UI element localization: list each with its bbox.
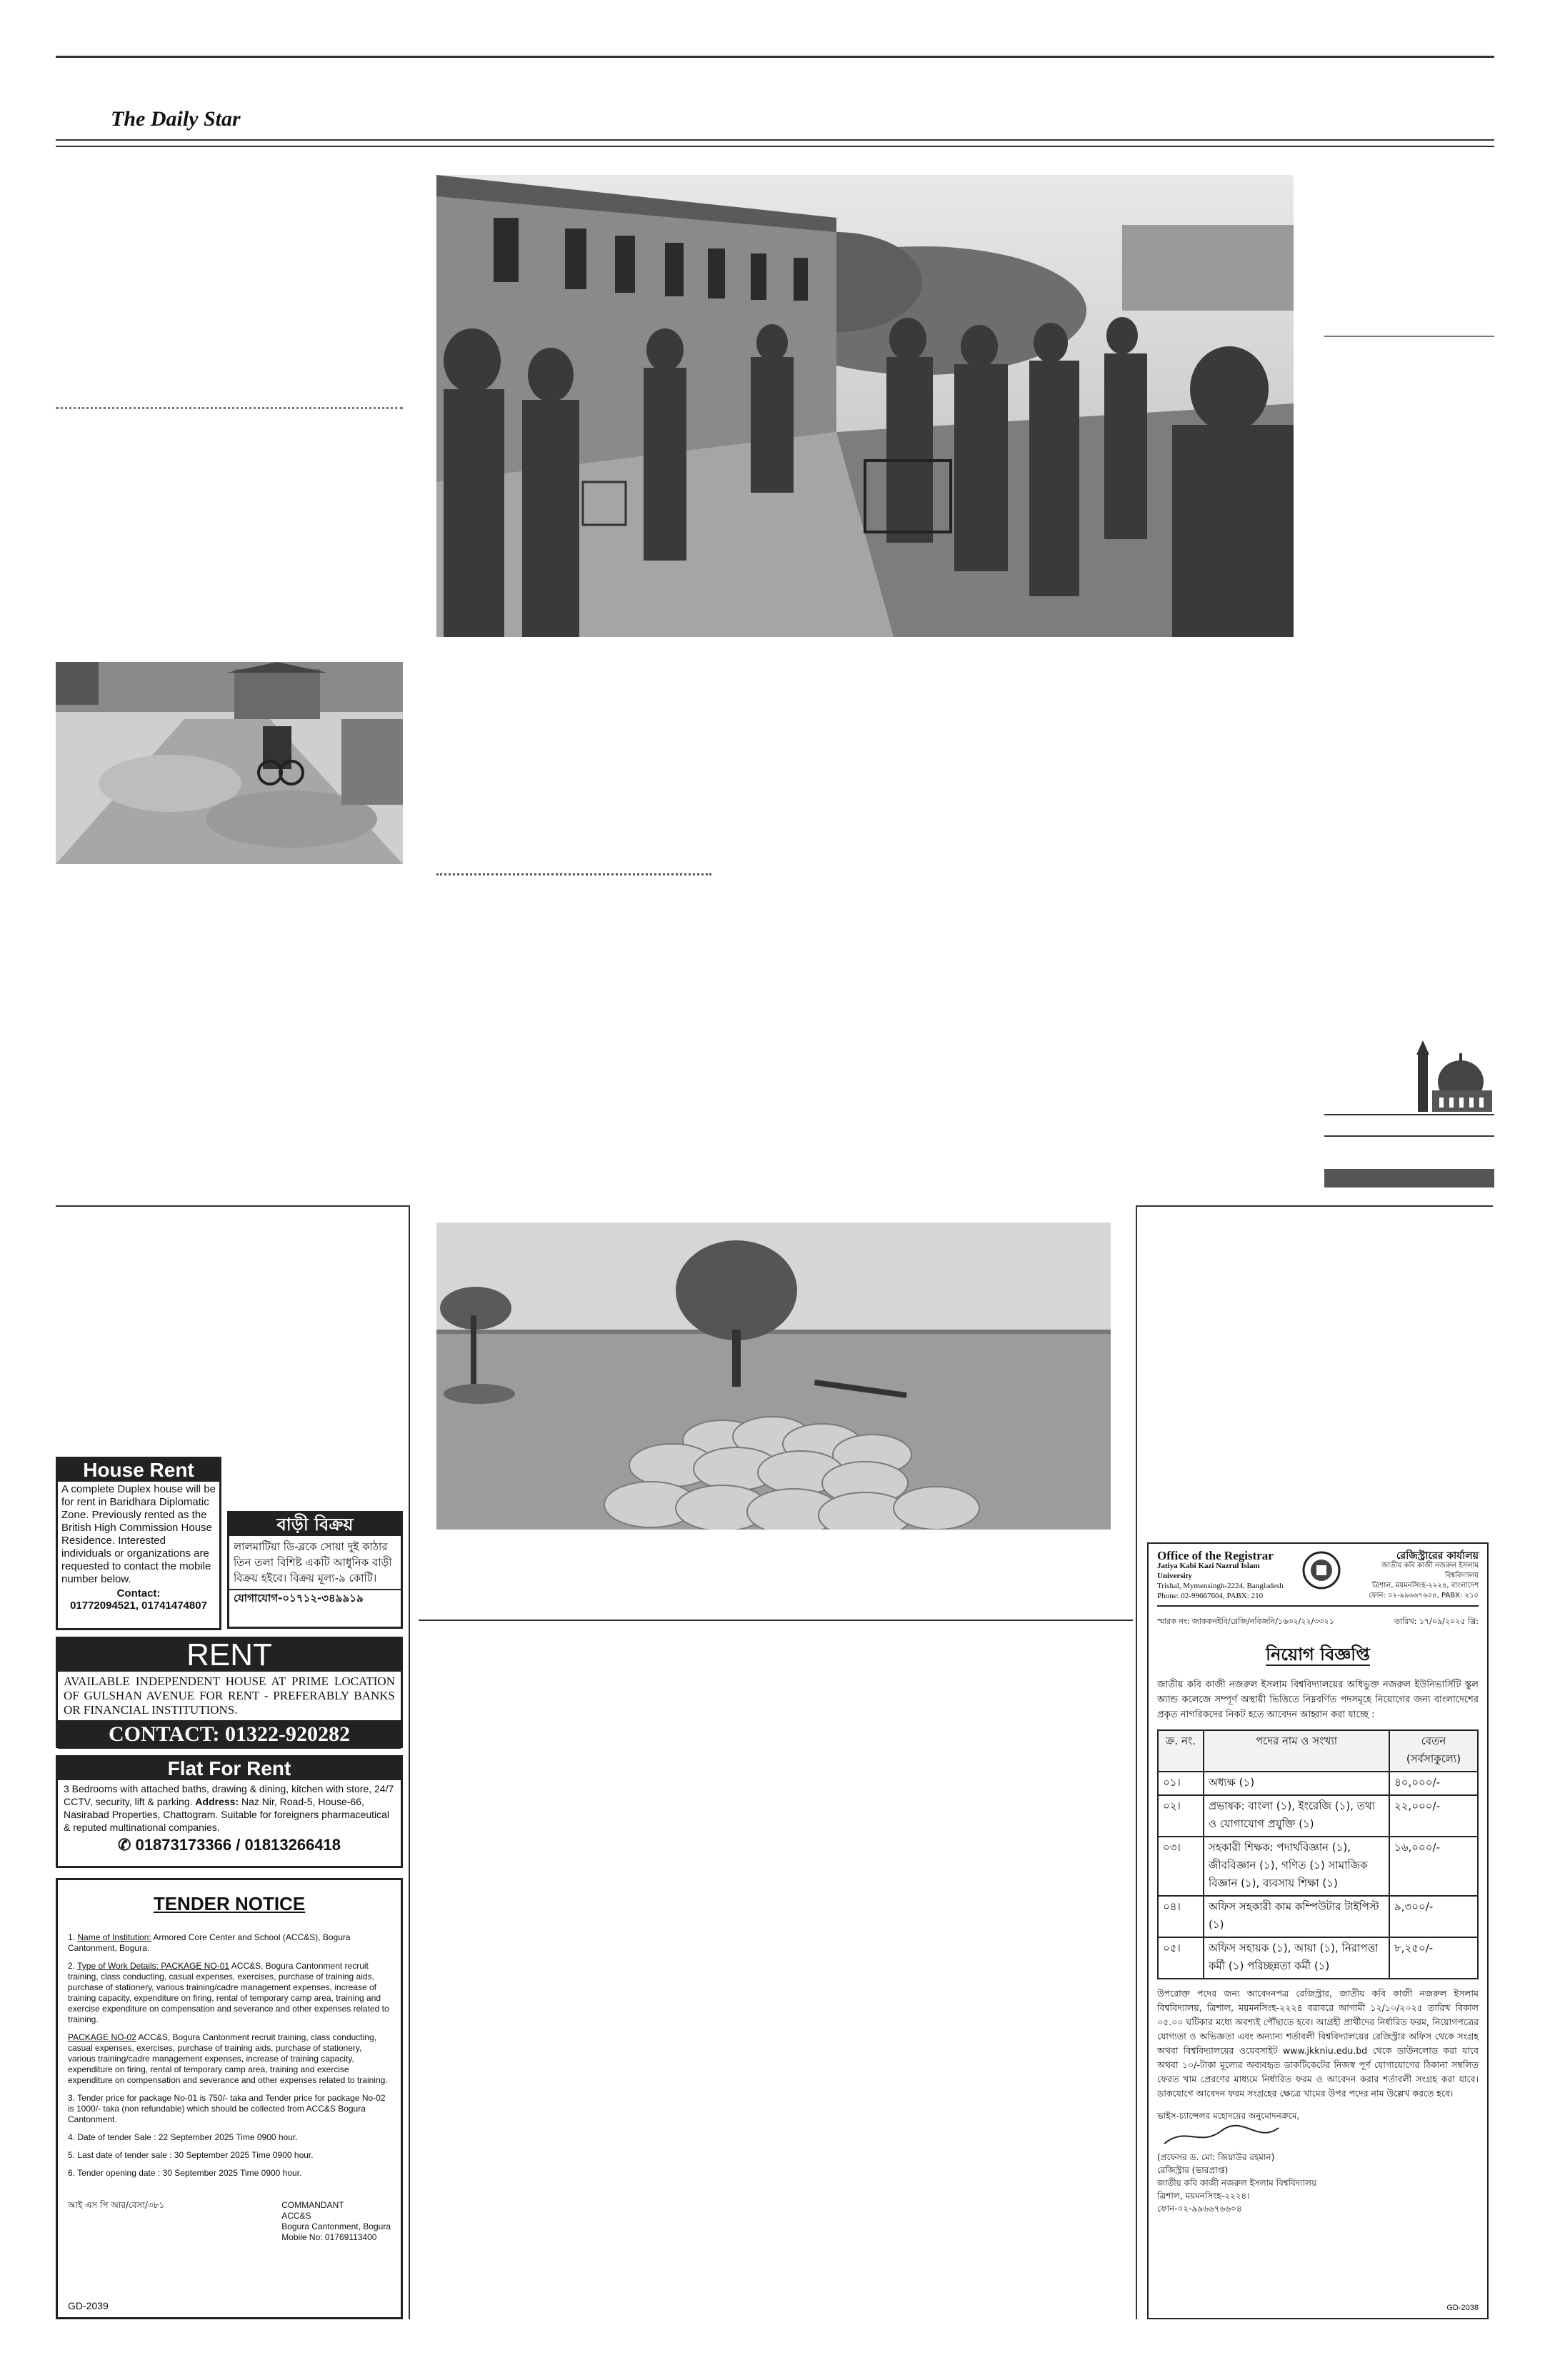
row-no: ০১। [1158,1772,1204,1795]
table-row [1158,1896,1478,1937]
registrar-gd-code: GD-2038 [1446,2304,1479,2312]
tender-item-label: Type of Work Details: PACKAGE NO-01 [77,1961,230,1971]
registrar-univ-bn: জাতীয় কবি কাজী নজরুল ইসলাম বিশ্ববিদ্যালয় [1381,1562,1479,1580]
row-pay: ৯,৩০০/- [1389,1896,1478,1937]
row-no: ০৫। [1158,1937,1204,1979]
masthead-rule-1 [56,139,1494,141]
registrar-office-bn: রেজিস্ট্রারের কার্যালয় [1396,1550,1479,1562]
gulshan-rent-contact: CONTACT: 01322-920282 [58,1720,401,1749]
tender-title: TENDER NOTICE [153,1893,306,1914]
row-no: ০৩। [1158,1837,1204,1896]
table-row [1158,1937,1478,1979]
row-pay: ৪০,০০০/- [1389,1772,1478,1795]
top-rule [56,56,1494,58]
tender-item-num: 2. [68,1961,76,1971]
row-post: অফিস সহায়ক (১), আয়া (১), নিরাপত্তা কর্মী (১) পরিচ্ছন্নতা কর্মী (১) [1204,1937,1389,1979]
right-gray-bar [1324,1169,1494,1188]
right-column-rule [1324,336,1494,337]
row-pay: ১৬,০০০/- [1389,1837,1478,1896]
left-column-rule [56,407,403,409]
row-pay: ২২,০০০/- [1389,1795,1478,1837]
row-post: অফিস সহকারী কাম কম্পিউটার টাইপিস্ট (১) [1204,1896,1389,1937]
center-lower-rule [419,1620,1133,1621]
table-row [1158,1795,1478,1837]
right-rule-3 [1324,1135,1494,1137]
tender-gd-code: GD-2039 [68,2300,109,2311]
tender-item-num: 3. [68,2093,76,2103]
tender-item-text: Armored Core Center and School (ACC&S), Bogura Cantonment, Bogura. [68,1932,351,1953]
row-no: ০২। [1158,1795,1204,1837]
notice-title: নিয়োগ বিজ্ঞপ্তি [1266,1645,1370,1665]
tender-item-text: ACC&S, Bogura Cantonment recruit training, class conducting, casual expenses, exercises, purchase of training aids, purchase of stationery, various training/cadre management expenses, increase of training capacity, expenditure on firing, rental of temporary camp area, training and exercise expenditure on compensation and severance and other expenses related to training. [68,2032,388,2085]
table-row [1158,1837,1478,1896]
tender-item-text: Date of tender Sale : 22 September 2025 Time 0900 hour. [77,2132,298,2142]
tender-isp-code: আই এস পি আর/বেসা/৩৮১ [68,2200,165,2210]
masthead: The Daily Star [111,107,241,131]
row-pay: ৮,২৫০/- [1389,1937,1478,1979]
flat-rent-body: 3 Bedrooms with attached baths, drawing & dining, kitchen with store, 24/7 CCTV, security, lift & parking. [64,1783,394,1807]
house-rent-ad [56,1457,221,1630]
sign-line: জাতীয় কবি কাজী নজরুল ইসলাম বিশ্ববিদ্যালয় [1157,2178,1316,2188]
registrar-signature [1157,2151,1479,2215]
jobs-header-pay: বেতন (সর্বসাকুল্যে) [1389,1730,1478,1772]
tender-item-num: 6. [68,2168,76,2178]
tender-item-num: 5. [68,2150,76,2160]
table-row [1158,1772,1478,1795]
memo-number: স্মারক নং: জাককনইবি/রেজি/নবিজনি/১৬৩২/২২/৩৩২১ [1157,1617,1334,1626]
sign-line: (প্রফেসর ড. মো: জিয়াউর রহমান) [1157,2152,1275,2162]
tender-item-text: ACC&S, Bogura Cantonment recruit training, class conducting, casual expenses, exercises, purchase of training aids, purchase of stationery, various training/cadre management expenses, increase of training capacity, expenditure on firing, rental of temporary camp area, training and exercise expenditure on compensation and severance and other expenses related to training. [68,1961,389,2024]
gulshan-rent-body: AVAILABLE INDEPENDENT HOUSE AT PRIME LOCATION OF GULSHAN AVENUE FOR RENT - PREFERABLY BANKS OR FINANCIAL INSTITUTIONS. [64,1674,395,1717]
house-rent-contact-label: Contact: [116,1587,161,1600]
flat-rent-title: Flat For Rent [58,1757,401,1780]
phone-icon: ✆ [117,1836,131,1854]
gulshan-rent-title: RENT [58,1639,401,1672]
tender-sign-line: Bogura Cantonment, Bogura [281,2221,391,2231]
flat-rent-ad [56,1755,403,1868]
flat-rent-address: Naz Nir, Road-5, House-66, Nasirabad Properties, Chattogram. Suitable for foreigners pharmaceutical & reputed multinational companies. [64,1796,390,1833]
tender-signature [281,2200,391,2243]
memo-date: তারিখ: ১৭/০৯/২০২৫ খ্রি: [1394,1617,1479,1626]
tender-sign-line: COMMANDANT [281,2200,344,2210]
handwritten-signature [1157,2122,1479,2151]
university-seal-icon [1302,1551,1341,1590]
flood-sandbags-photo [436,1222,1111,1530]
jobs-header-no: ক্র. নং. [1158,1730,1204,1772]
sign-intro: ভাইস-চ্যান্সেলর মহোদয়ের অনুমোদনক্রমে, [1157,2111,1300,2121]
tender-notice-ad [56,1878,403,2319]
tender-item-label: PACKAGE NO-02 [68,2032,136,2042]
muddy-road-photo [56,662,403,864]
tender-item-label: Name of Institution: [77,1932,151,1942]
sign-line: ত্রিশাল, ময়মনসিংহ-২২২৪। [1157,2191,1250,2201]
registrar-univ-en: Jatiya Kabi Kazi Nazrul Islam University [1157,1562,1260,1580]
train-market-photo [436,175,1294,637]
house-sale-body: লালমাটিয়া ডি-ব্লকে সোয়া দুই কাঠার তিন তলা বিশিষ্ট একটি আধুনিক বাড়ী বিক্রয় হইবে। বিক্রয় মূল্য-৯ কোটি। [234,1540,392,1585]
house-rent-contact: 01772094521, 01741474807 [70,1600,207,1612]
registrar-addr-en: Trishal, Mymensingh-2224, Bangladesh [1157,1582,1284,1590]
mosque-icon [1411,1039,1495,1118]
tender-item-num: 1. [68,1932,76,1942]
right-rule-2 [1324,1114,1494,1115]
registrar-phone-en: Phone: 02-99667604, PABX: 210 [1157,1592,1264,1600]
tender-item-text: Last date of tender sale : 30 September 2025 Time 0900 hour. [77,2150,314,2160]
registrar-phone-bn: ফোন: ০২-৯৯৬৬৭৬০৪, PABX: ২১০ [1369,1592,1479,1600]
tender-items [68,1932,391,2179]
house-sale-title: বাড়ী বিক্রয় [229,1513,401,1536]
house-sale-ad [227,1511,403,1629]
jobs-header-post: পদের নাম ও সংখ্যা [1204,1730,1389,1772]
tender-item-text: Tender price for package No-01 is 750/- taka and Tender price for package No-02 is 1000/- taka (non refundable) which should be collected from ACC&S Bogura Cantonment. [68,2093,386,2124]
tender-item-text: Tender opening date : 30 September 2025 Time 0900 hour. [77,2168,302,2178]
row-post: অধ্যক্ষ (১) [1204,1772,1389,1795]
house-rent-body: A complete Duplex house will be for rent in Baridhara Diplomatic Zone. Previously rented as the British High Commission House Residence. Interested individuals or organizations are requested to contact the mobile number below. [61,1483,216,1585]
row-post: সহকারী শিক্ষক: পদার্থবিজ্ঞান (১), জীববিজ্ঞান (১), গণিত (১) সামাজিক বিজ্ঞান (১), ব্যবসায় শিক্ষা (১) [1204,1837,1389,1896]
house-sale-contact: যোগাযোগ-০১৭১২-৩৪৯৯১৯ [229,1589,401,1608]
flat-rent-phone: 01873173366 / 01813266418 [135,1836,341,1854]
tender-item-num: 4. [68,2132,76,2142]
flat-rent-address-label: Address: [195,1796,239,1807]
row-post: প্রভাষক: বাংলা (১), ইংরেজি (১), তথ্য ও যোগাযোগ প্রযুক্তি (১) [1204,1795,1389,1837]
row-no: ০৪। [1158,1896,1204,1937]
jobs-table [1157,1729,1479,1979]
tender-sign-line: ACC&S [281,2211,311,2221]
registrar-office-en: Office of the Registrar [1157,1549,1274,1562]
sign-line: রেজিস্ট্রার (ভারপ্রাপ্ত) [1157,2165,1229,2175]
registrar-addr-bn: ত্রিশাল, ময়মনসিংহ-২২২৪, বাংলাদেশ [1371,1582,1479,1590]
recruitment-notice-ad [1147,1542,1489,2319]
tender-sign-line: Mobile No: 01769113400 [281,2232,377,2242]
masthead-rule-2 [56,146,1494,147]
gulshan-rent-ad [56,1637,403,1748]
notice-intro: জাতীয় কবি কাজী নজরুল ইসলাম বিশ্ববিদ্যালয়ের অধিভুক্ত নজরুল ইউনিভার্সিটি স্কুল অ্যান্ড কলেজে সম্পূর্ণ অস্থায়ী ভিত্তিতে নিম্নবর্ণিত পদসমূহে নিয়োগের জন্য বাংলাদেশের প্রকৃত নাগরিকদের নিকট হতে আবেদন আহ্বান করা যাচ্ছে : [1157,1679,1479,1720]
sign-line: ফোন-০২-৯৯৬৬৭৬৬০৪ [1157,2204,1242,2214]
story-separator [436,873,711,875]
house-rent-title: House Rent [58,1459,219,1482]
notice-body: উপরোক্ত পদের জন্য আবেদনপত্র রেজিস্ট্রার, জাতীয় কবি কাজী নজরুল ইসলাম বিশ্ববিদ্যালয়, ত্রিশাল, ময়মনসিংহ-২২২৪ বরাবরে আগামী ১২/১০/২০২৫ তারিখ বিকাল ০৫.০০ ঘটিকার মধ্যে অবশ্যই পৌঁছাতে হবে। আগ্রহী প্রার্থীদের নির্ধারিত ফরম, নিয়োগপত্রের যোগ্যতা ও অভিজ্ঞতা এবং অন্যান্য শর্তাবলী বিশ্ববিদ্যালয়ের রেজিস্ট্রার অফিস থেকে সংগ্রহ অথবা বিশ্ববিদ্যালয়ের ওয়েবসাইট www.jkkniu.edu.bd থেকে ডাউনলোড করা যাবে অথবা ১০/-টাকা মূল্যের অব্যবহৃত ডাকটিকেটের নিজস্ব পূর্ণ যোগাযোগের ঠিকানা সম্বলিত ফেরত খাম প্রেরণের মাধ্যমে নির্ধারিত ফরম ও আবেদন করার শর্তাবলী সংগ্রহ করা যাবে। ডাকযোগে আবেদন ফরম সংগ্রহের ক্ষেত্রে খামের উপর পদের নাম উল্লেখ করতে হবে। [1157,1988,1479,2099]
